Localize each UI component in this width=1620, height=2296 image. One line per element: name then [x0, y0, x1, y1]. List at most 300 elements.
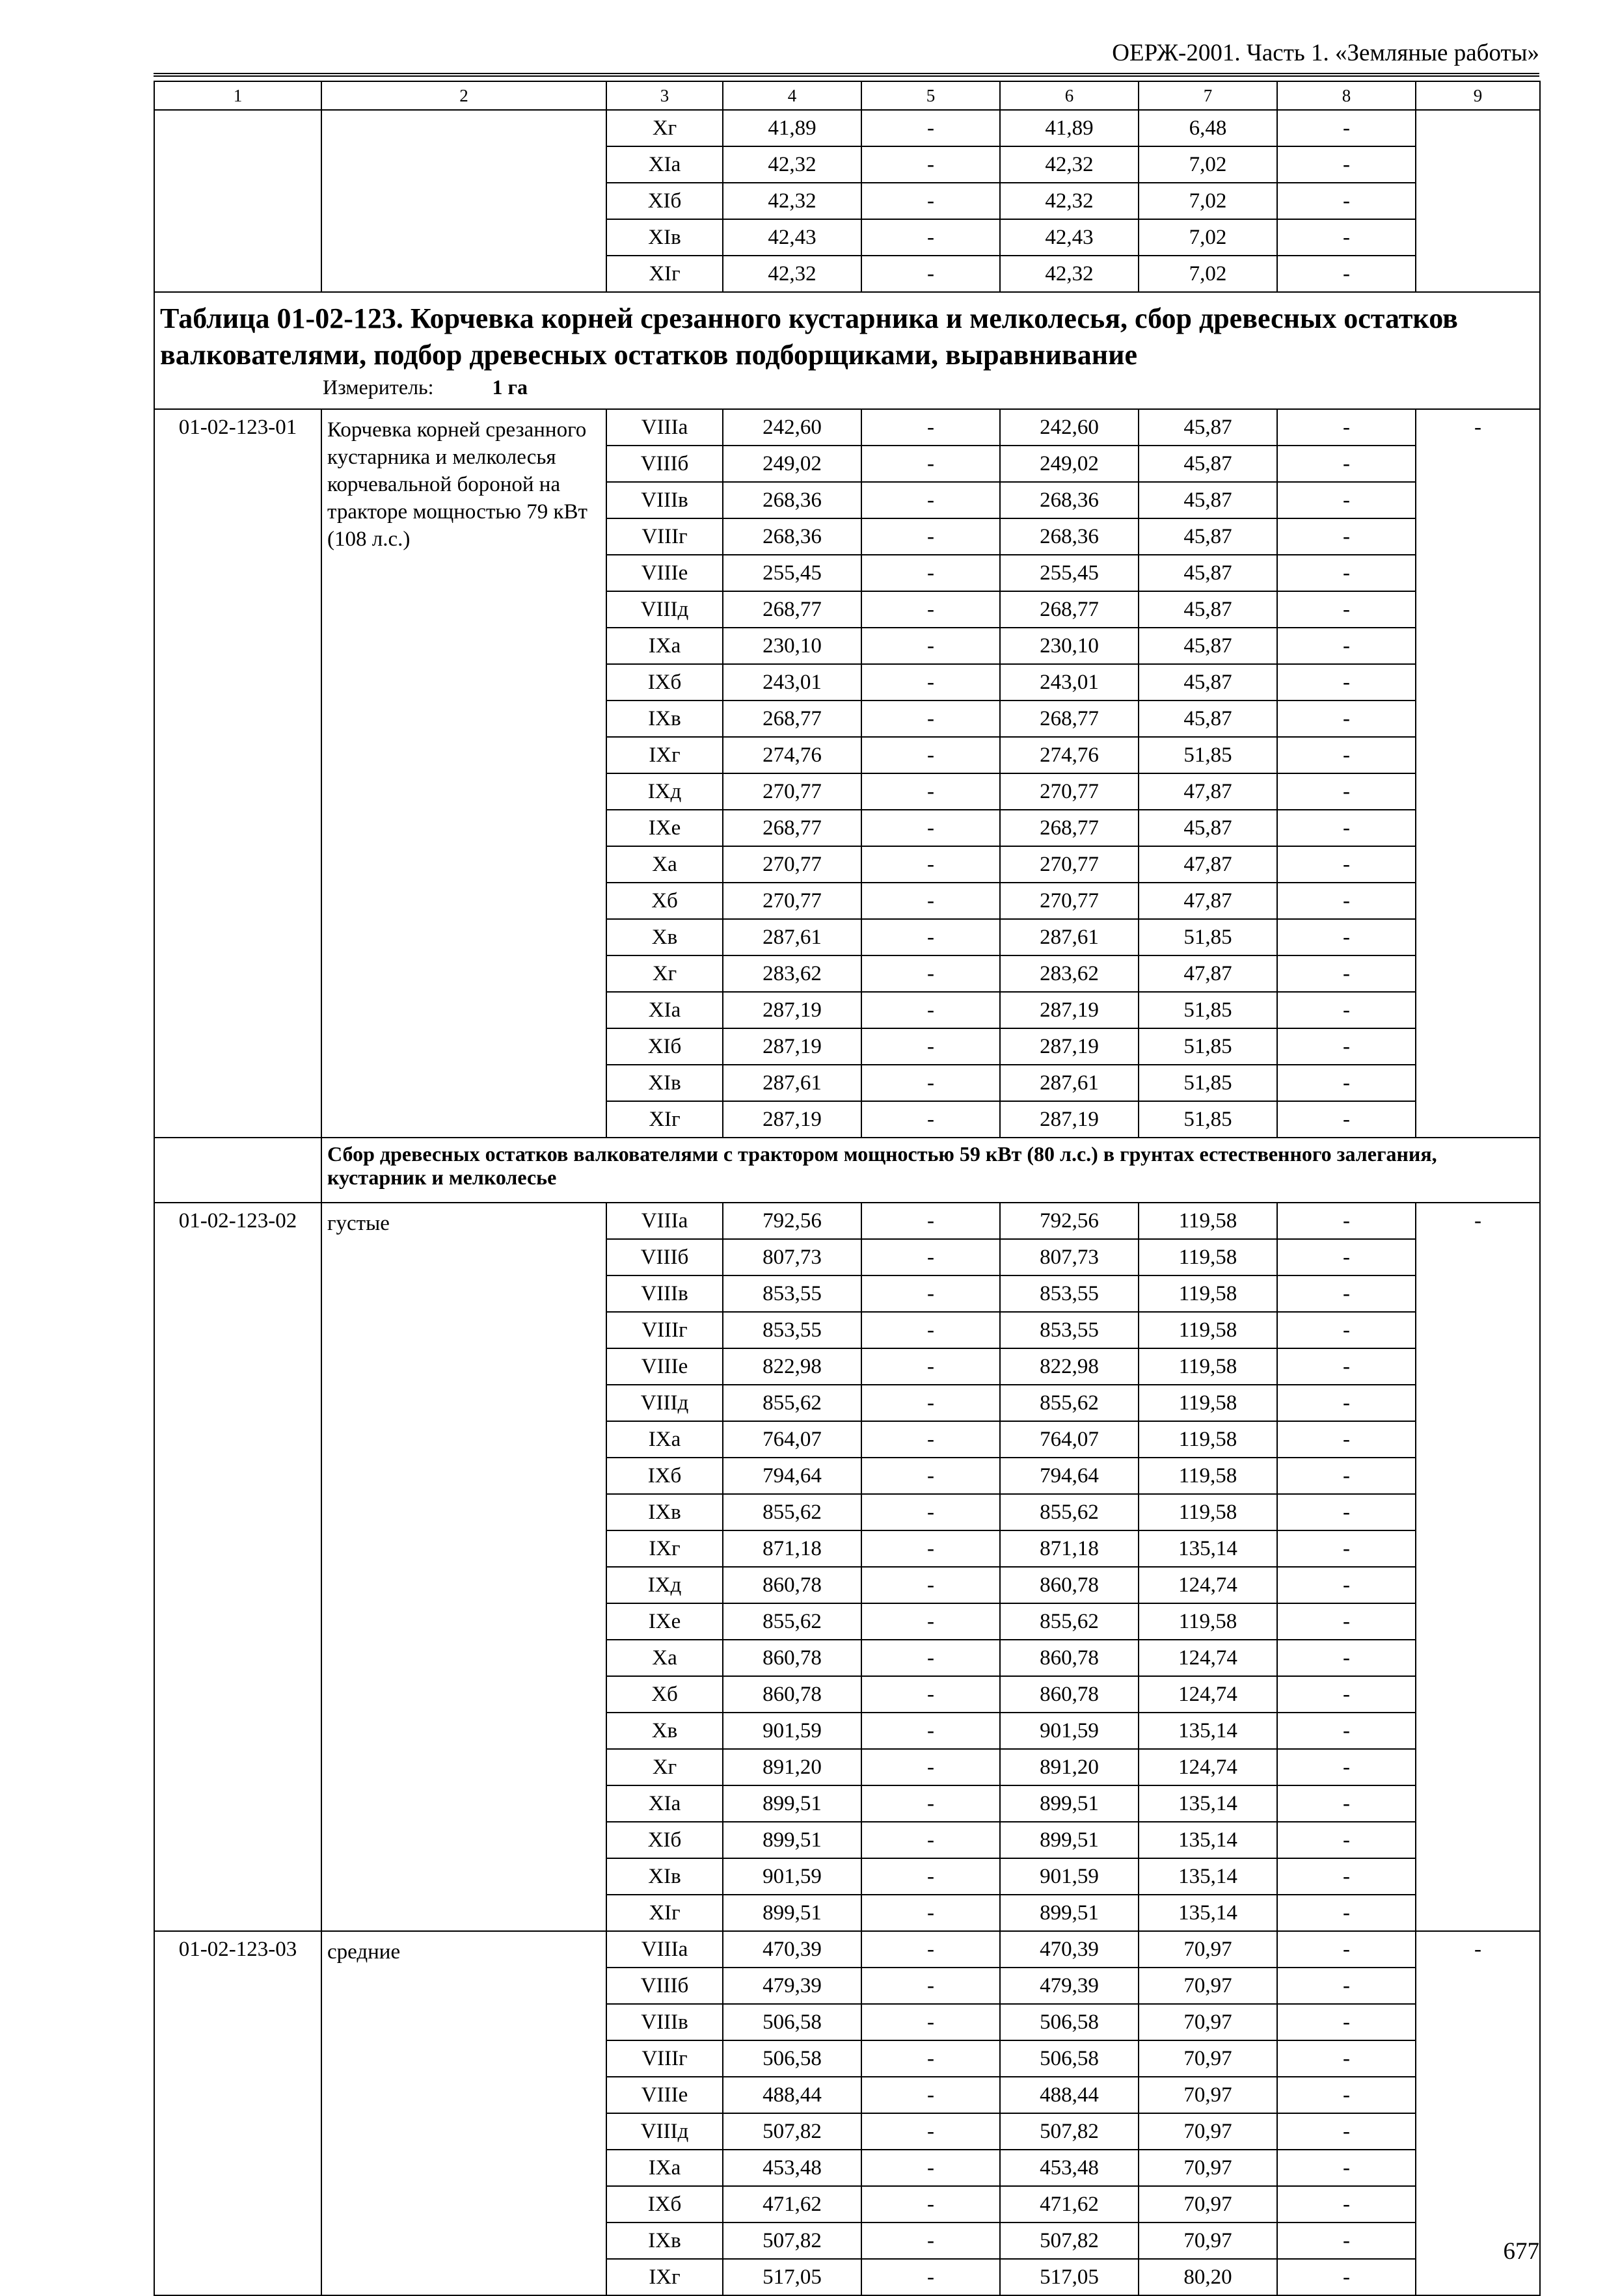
value-cell: -: [1277, 1203, 1416, 1239]
value-cell: 45,87: [1139, 555, 1277, 591]
value-cell: 7,02: [1139, 183, 1277, 219]
value-cell: -: [1277, 2004, 1416, 2040]
value-cell: -: [1277, 1785, 1416, 1822]
value-cell: -: [861, 146, 1000, 183]
value-cell: 899,51: [1000, 1822, 1139, 1858]
value-cell: 287,19: [1000, 1028, 1139, 1065]
value-cell: 822,98: [1000, 1348, 1139, 1385]
value-cell: VIIIг: [606, 1312, 723, 1348]
value-cell: Xа: [606, 846, 723, 883]
value-cell: 51,85: [1139, 992, 1277, 1028]
measure-value: 1 га: [492, 375, 528, 399]
value-cell: -: [1277, 628, 1416, 664]
value-cell: 135,14: [1139, 1530, 1277, 1567]
value-cell: VIIIд: [606, 1385, 723, 1421]
value-cell: -: [1277, 1895, 1416, 1931]
value-cell: 899,51: [723, 1895, 861, 1931]
value-cell: -: [1277, 1822, 1416, 1858]
value-cell: 268,77: [1000, 701, 1139, 737]
value-cell: -: [1277, 1713, 1416, 1749]
value-cell: -: [861, 701, 1000, 737]
value-cell: 860,78: [723, 1676, 861, 1713]
value-cell: -: [1277, 446, 1416, 482]
description-cell: [321, 110, 606, 292]
page-number: 677: [1503, 2238, 1539, 2265]
value-cell: VIIIв: [606, 1275, 723, 1312]
value-cell: -: [1277, 992, 1416, 1028]
value-cell: XIв: [606, 1858, 723, 1895]
value-cell: 270,77: [1000, 773, 1139, 810]
value-cell: 506,58: [723, 2004, 861, 2040]
value-cell: 124,74: [1139, 1676, 1277, 1713]
value-cell: 230,10: [1000, 628, 1139, 664]
value-cell: VIIIв: [606, 2004, 723, 2040]
value-cell: 70,97: [1139, 2040, 1277, 2077]
value-cell: 899,51: [723, 1785, 861, 1822]
value-cell: VIIIв: [606, 482, 723, 518]
description-cell: средние: [321, 1931, 606, 2295]
value-cell: 119,58: [1139, 1203, 1277, 1239]
value-cell: -: [861, 555, 1000, 591]
value-cell: Xг: [606, 1749, 723, 1785]
value-cell: 899,51: [1000, 1895, 1139, 1931]
value-cell: -: [1277, 2186, 1416, 2223]
value-cell: -: [1277, 1931, 1416, 1968]
value-cell: 899,51: [1000, 1785, 1139, 1822]
value-cell: XIа: [606, 992, 723, 1028]
value-cell: 7,02: [1139, 256, 1277, 292]
value-cell: -: [1277, 1275, 1416, 1312]
column-number: 5: [861, 81, 1000, 110]
value-cell: 901,59: [1000, 1713, 1139, 1749]
value-cell: -: [1277, 1640, 1416, 1676]
header-rule: [154, 73, 1539, 77]
value-cell: -: [1277, 1385, 1416, 1421]
value-cell: -: [1277, 737, 1416, 773]
value-cell: 47,87: [1139, 955, 1277, 992]
value-cell: 268,36: [1000, 482, 1139, 518]
value-cell: VIIIб: [606, 1968, 723, 2004]
value-cell: 764,07: [723, 1421, 861, 1458]
value-cell: -: [1277, 555, 1416, 591]
value-cell: -: [861, 1494, 1000, 1530]
value-cell: 80,20: [1139, 2259, 1277, 2295]
value-cell: -: [861, 219, 1000, 256]
value-cell: -: [861, 919, 1000, 955]
value-cell: -: [861, 256, 1000, 292]
value-cell: 270,77: [1000, 883, 1139, 919]
value-cell: VIIIа: [606, 1203, 723, 1239]
value-cell: XIб: [606, 183, 723, 219]
value-cell: 453,48: [1000, 2150, 1139, 2186]
value-cell: 506,58: [1000, 2004, 1139, 2040]
value-cell: 51,85: [1139, 919, 1277, 955]
value-cell: 45,87: [1139, 810, 1277, 846]
table-title-text: Таблица 01-02-123. Корчевка корней срезанного кустарника и мелколесья, сбор древесных остатков валкователями, подбор древесных остатков подборщиками, выравнивание: [160, 302, 1458, 371]
value-cell: 119,58: [1139, 1275, 1277, 1312]
column-number: 6: [1000, 81, 1139, 110]
value-cell: -: [1277, 2259, 1416, 2295]
value-cell: 135,14: [1139, 1858, 1277, 1895]
value-cell: -: [861, 1385, 1000, 1421]
value-cell: 517,05: [723, 2259, 861, 2295]
value-cell: 871,18: [723, 1530, 861, 1567]
value-cell: IXб: [606, 1458, 723, 1494]
value-cell: -: [1277, 482, 1416, 518]
value-cell: -: [1277, 219, 1416, 256]
value-cell: 42,32: [723, 256, 861, 292]
value-cell: -: [1277, 2040, 1416, 2077]
table-row: [154, 1203, 1540, 1239]
value-cell: 119,58: [1139, 1385, 1277, 1421]
value-cell: 283,62: [1000, 955, 1139, 992]
value-cell: 42,32: [1000, 183, 1139, 219]
value-cell: 249,02: [1000, 446, 1139, 482]
value-cell: 42,32: [723, 183, 861, 219]
value-cell: -: [861, 591, 1000, 628]
value-cell: 488,44: [723, 2077, 861, 2113]
value-cell: -: [861, 1931, 1000, 1968]
value-cell: 507,82: [723, 2223, 861, 2259]
code-cell: 01-02-123-01: [154, 409, 321, 1138]
value-cell: 47,87: [1139, 773, 1277, 810]
value-cell: IXа: [606, 2150, 723, 2186]
value-cell: 507,82: [723, 2113, 861, 2150]
value-cell: -: [861, 518, 1000, 555]
value-cell: 41,89: [723, 110, 861, 146]
value-cell: -: [1277, 518, 1416, 555]
value-cell: 42,32: [723, 146, 861, 183]
value-cell: 45,87: [1139, 409, 1277, 446]
value-cell: XIг: [606, 1101, 723, 1138]
value-cell: IXа: [606, 1421, 723, 1458]
value-cell: VIIIг: [606, 2040, 723, 2077]
value-cell: 287,61: [723, 919, 861, 955]
column-number-row: [154, 81, 1540, 110]
value-cell: 51,85: [1139, 1065, 1277, 1101]
value-cell: Xб: [606, 1676, 723, 1713]
measure-line: [160, 373, 1534, 401]
value-cell: -: [1277, 1676, 1416, 1713]
value-cell: 855,62: [723, 1494, 861, 1530]
value-cell: 792,56: [723, 1203, 861, 1239]
value-cell: -: [861, 1676, 1000, 1713]
value-cell: -: [861, 628, 1000, 664]
value-cell: -: [861, 2150, 1000, 2186]
value-cell: -: [861, 2259, 1000, 2295]
description-cell: Корчевка корней срезанного кустарника и мелколесья корчевальной бороной на тракторе мощностью 79 кВт (108 л.с.): [321, 409, 606, 1138]
value-cell: -: [861, 955, 1000, 992]
table-row: [154, 110, 1540, 146]
value-cell: XIг: [606, 1895, 723, 1931]
section-heading-row: [154, 1138, 1540, 1203]
value-cell: 45,87: [1139, 591, 1277, 628]
value-cell: 274,76: [723, 737, 861, 773]
value-cell: 860,78: [723, 1567, 861, 1603]
table-title: [154, 292, 1540, 409]
value-cell: VIIIа: [606, 1931, 723, 1968]
value-cell: Xг: [606, 110, 723, 146]
value-cell: -: [861, 1749, 1000, 1785]
value-cell: -: [861, 1858, 1000, 1895]
value-cell: -: [861, 1785, 1000, 1822]
value-cell: 255,45: [723, 555, 861, 591]
value-cell: 268,77: [723, 591, 861, 628]
value-cell: IXб: [606, 664, 723, 701]
value-cell: 242,60: [1000, 409, 1139, 446]
value-cell: -: [861, 1530, 1000, 1567]
value-cell: -: [1277, 183, 1416, 219]
value-cell: VIIIе: [606, 1348, 723, 1385]
value-cell: -: [861, 1968, 1000, 2004]
value-cell: -: [1277, 1348, 1416, 1385]
value-cell: -: [861, 1603, 1000, 1640]
value-cell: 855,62: [723, 1603, 861, 1640]
value-cell: -: [861, 2186, 1000, 2223]
code-cell: 01-02-123-03: [154, 1931, 321, 2295]
value-cell: -: [861, 1895, 1000, 1931]
value-cell: Xб: [606, 883, 723, 919]
measure-label: Измеритель:: [323, 375, 434, 399]
value-cell: 51,85: [1139, 1101, 1277, 1138]
table-row: [154, 1931, 1540, 1968]
value-cell: 119,58: [1139, 1239, 1277, 1275]
value-cell: XIв: [606, 1065, 723, 1101]
value-cell: 230,10: [723, 628, 861, 664]
value-cell: 6,48: [1139, 110, 1277, 146]
value-cell: -: [1277, 2077, 1416, 2113]
value-cell: 807,73: [723, 1239, 861, 1275]
value-cell: -: [1277, 810, 1416, 846]
value-cell: -: [861, 2004, 1000, 2040]
value-cell: 249,02: [723, 446, 861, 482]
value-cell: 119,58: [1139, 1494, 1277, 1530]
value-cell: 45,87: [1139, 664, 1277, 701]
value-cell: VIIIг: [606, 518, 723, 555]
value-cell: 42,32: [1000, 146, 1139, 183]
col9-cell: -: [1416, 409, 1540, 1138]
table-title-row: [154, 292, 1540, 409]
value-cell: 853,55: [723, 1312, 861, 1348]
value-cell: VIIIе: [606, 2077, 723, 2113]
value-cell: -: [1277, 1749, 1416, 1785]
value-cell: -: [861, 183, 1000, 219]
value-cell: 899,51: [723, 1822, 861, 1858]
value-cell: XIв: [606, 219, 723, 256]
value-cell: 470,39: [723, 1931, 861, 1968]
value-cell: 855,62: [1000, 1494, 1139, 1530]
value-cell: 270,77: [1000, 846, 1139, 883]
value-cell: 792,56: [1000, 1203, 1139, 1239]
value-cell: -: [861, 737, 1000, 773]
value-cell: 853,55: [1000, 1275, 1139, 1312]
value-cell: 119,58: [1139, 1312, 1277, 1348]
value-cell: IXа: [606, 628, 723, 664]
value-cell: -: [1277, 883, 1416, 919]
value-cell: -: [861, 1065, 1000, 1101]
value-cell: 135,14: [1139, 1785, 1277, 1822]
value-cell: 268,77: [723, 701, 861, 737]
value-cell: -: [861, 110, 1000, 146]
value-cell: VIIIа: [606, 409, 723, 446]
value-cell: 479,39: [723, 1968, 861, 2004]
table-row: [154, 409, 1540, 446]
value-cell: -: [861, 1640, 1000, 1676]
value-cell: IXг: [606, 2259, 723, 2295]
value-cell: XIб: [606, 1028, 723, 1065]
value-cell: 119,58: [1139, 1348, 1277, 1385]
value-cell: 506,58: [1000, 2040, 1139, 2077]
value-cell: 45,87: [1139, 701, 1277, 737]
value-cell: 507,82: [1000, 2113, 1139, 2150]
value-cell: 270,77: [723, 773, 861, 810]
value-cell: -: [1277, 1101, 1416, 1138]
value-cell: 47,87: [1139, 846, 1277, 883]
value-cell: 853,55: [1000, 1312, 1139, 1348]
value-cell: 287,61: [723, 1065, 861, 1101]
value-cell: -: [861, 1101, 1000, 1138]
value-cell: 70,97: [1139, 1968, 1277, 2004]
value-cell: -: [1277, 2223, 1416, 2259]
value-cell: IXд: [606, 1567, 723, 1603]
value-cell: -: [861, 446, 1000, 482]
value-cell: 45,87: [1139, 518, 1277, 555]
value-cell: 764,07: [1000, 1421, 1139, 1458]
value-cell: 287,19: [723, 1101, 861, 1138]
code-cell: [154, 110, 321, 292]
value-cell: 124,74: [1139, 1640, 1277, 1676]
value-cell: -: [861, 846, 1000, 883]
value-cell: 7,02: [1139, 219, 1277, 256]
value-cell: 135,14: [1139, 1822, 1277, 1858]
value-cell: -: [861, 1458, 1000, 1494]
value-cell: 270,77: [723, 883, 861, 919]
value-cell: 70,97: [1139, 2077, 1277, 2113]
value-cell: 119,58: [1139, 1603, 1277, 1640]
value-cell: 135,14: [1139, 1713, 1277, 1749]
value-cell: 287,19: [1000, 1101, 1139, 1138]
value-cell: IXв: [606, 1494, 723, 1530]
value-cell: 70,97: [1139, 2150, 1277, 2186]
value-cell: 70,97: [1139, 2113, 1277, 2150]
value-cell: Xв: [606, 1713, 723, 1749]
code-cell: 01-02-123-02: [154, 1203, 321, 1931]
value-cell: -: [1277, 701, 1416, 737]
value-cell: 119,58: [1139, 1458, 1277, 1494]
value-cell: -: [861, 2113, 1000, 2150]
value-cell: 891,20: [1000, 1749, 1139, 1785]
value-cell: 45,87: [1139, 446, 1277, 482]
value-cell: 860,78: [1000, 1640, 1139, 1676]
value-cell: 470,39: [1000, 1931, 1139, 1968]
value-cell: -: [861, 1275, 1000, 1312]
value-cell: VIIIе: [606, 555, 723, 591]
value-cell: -: [1277, 773, 1416, 810]
value-cell: -: [1277, 110, 1416, 146]
value-cell: -: [1277, 1858, 1416, 1895]
value-cell: -: [861, 1421, 1000, 1458]
value-cell: -: [861, 1203, 1000, 1239]
value-cell: 70,97: [1139, 1931, 1277, 1968]
value-cell: 901,59: [723, 1713, 861, 1749]
value-cell: 242,60: [723, 409, 861, 446]
value-cell: 479,39: [1000, 1968, 1139, 2004]
value-cell: 891,20: [723, 1749, 861, 1785]
value-cell: -: [1277, 1312, 1416, 1348]
value-cell: -: [861, 773, 1000, 810]
value-cell: 270,77: [723, 846, 861, 883]
running-header: ОЕРЖ-2001. Часть 1. «Земляные работы»: [1112, 40, 1539, 66]
value-cell: -: [861, 1822, 1000, 1858]
value-cell: XIб: [606, 1822, 723, 1858]
value-cell: -: [1277, 1458, 1416, 1494]
value-cell: IXе: [606, 1603, 723, 1640]
value-cell: -: [1277, 955, 1416, 992]
value-cell: 488,44: [1000, 2077, 1139, 2113]
value-cell: -: [1277, 1603, 1416, 1640]
value-cell: 901,59: [1000, 1858, 1139, 1895]
value-cell: 855,62: [1000, 1385, 1139, 1421]
value-cell: -: [861, 1028, 1000, 1065]
value-cell: -: [1277, 1567, 1416, 1603]
value-cell: 807,73: [1000, 1239, 1139, 1275]
value-cell: 268,77: [723, 810, 861, 846]
value-cell: -: [861, 2223, 1000, 2259]
value-cell: 268,77: [1000, 810, 1139, 846]
value-cell: -: [861, 810, 1000, 846]
value-cell: 268,36: [1000, 518, 1139, 555]
value-cell: -: [861, 1348, 1000, 1385]
value-cell: -: [1277, 664, 1416, 701]
column-number: 4: [723, 81, 861, 110]
value-cell: -: [1277, 1421, 1416, 1458]
value-cell: -: [861, 1239, 1000, 1275]
value-cell: 287,61: [1000, 919, 1139, 955]
value-cell: 268,36: [723, 518, 861, 555]
value-cell: VIIIб: [606, 1239, 723, 1275]
value-cell: 41,89: [1000, 110, 1139, 146]
value-cell: IXв: [606, 701, 723, 737]
value-cell: 794,64: [1000, 1458, 1139, 1494]
column-number: 9: [1416, 81, 1540, 110]
value-cell: 822,98: [723, 1348, 861, 1385]
value-cell: IXе: [606, 810, 723, 846]
value-cell: -: [1277, 1239, 1416, 1275]
value-cell: 453,48: [723, 2150, 861, 2186]
value-cell: 901,59: [723, 1858, 861, 1895]
value-cell: -: [861, 1312, 1000, 1348]
value-cell: 124,74: [1139, 1749, 1277, 1785]
col9-cell: -: [1416, 1931, 1540, 2295]
col9-cell: [1416, 110, 1540, 292]
value-cell: Xа: [606, 1640, 723, 1676]
value-cell: 287,19: [723, 992, 861, 1028]
value-cell: -: [1277, 846, 1416, 883]
value-cell: -: [861, 482, 1000, 518]
value-cell: -: [1277, 1065, 1416, 1101]
value-cell: -: [1277, 256, 1416, 292]
value-cell: 287,19: [723, 1028, 861, 1065]
column-number: 2: [321, 81, 606, 110]
section-heading: Сбор древесных остатков валкователями с трактором мощностью 59 кВт (80 л.с.) в грунтах естественного залегания, кустарник и мелколесье: [321, 1138, 1540, 1203]
value-cell: 51,85: [1139, 737, 1277, 773]
value-cell: 287,19: [1000, 992, 1139, 1028]
value-cell: -: [1277, 1968, 1416, 2004]
norms-table: [154, 81, 1541, 2296]
value-cell: VIIIб: [606, 446, 723, 482]
value-cell: -: [1277, 409, 1416, 446]
value-cell: IXд: [606, 773, 723, 810]
